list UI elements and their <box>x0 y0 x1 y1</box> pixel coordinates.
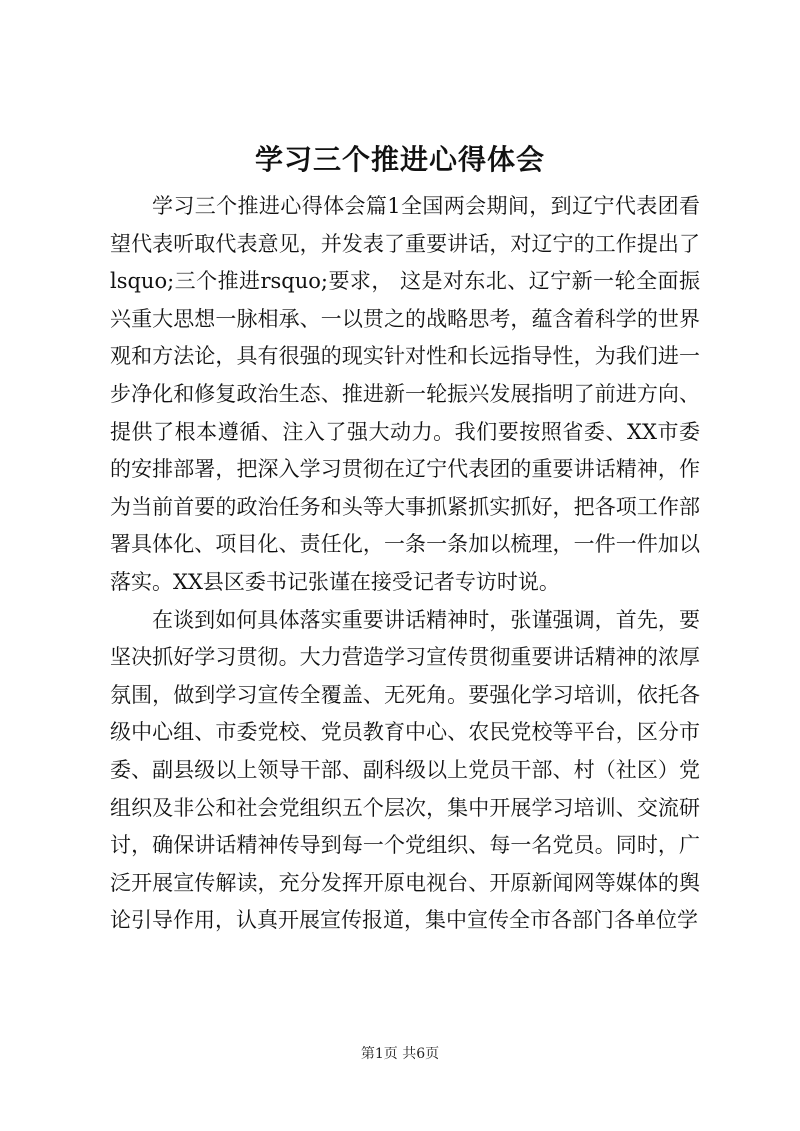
document-body <box>110 188 700 940</box>
page-footer: 第1页 共6页 <box>360 1046 440 1062</box>
document-title: 学习三个推进心得体会 <box>254 143 545 176</box>
paragraph-1: 学习三个推进心得体会篇1全国两会期间，到辽宁代表团看望代表听取代表意见，并发表了重要讲话，对辽宁的工作提出了lsquo;三个推进rsquo;要求， 这是对东北、辽宁新一轮全面振兴重大思想一脉相承、一以贯之的战略思考，蕴含着科学的世界观和方法论，具有很强的现实针对性和长远指导性，为我们进一步净化和修复政治生态、推进新一轮振兴发展指明了前进方向、提供了根本遵循、注入了强大动力。我们要按照省委、XX市委的安排部署，把深入学习贯彻在辽宁代表团的重要讲话精神，作为当前首要的政治任务和头等大事抓紧抓实抓好，把各项工作部署具体化、项目化、责任化，一条一条加以梳理，一件一件加以落实。XX县区委书记张谨在接受记者专访时说。 <box>110 194 700 594</box>
paragraph-2: 在谈到如何具体落实重要讲话精神时，张谨强调，首先，要坚决抓好学习贯彻。大力营造学习宣传贯彻重要讲话精神的浓厚氛围，做到学习宣传全覆盖、无死角。要强化学习培训，依托各级中心组、市委党校、党员教育中心、农民党校等平台，区分市委、副县级以上领导干部、副科级以上党员干部、村（社区）党组织及非公和社会党组织五个层次，集中开展学习培训、交流研讨，确保讲话精神传导到每一个党组织、每一名党员。同时，广泛开展宣传解读，充分发挥开原电视台、开原新闻网等媒体的舆论引导作用，认真开展宣传报道，集中宣传全市各部门各单位学 <box>110 607 700 933</box>
